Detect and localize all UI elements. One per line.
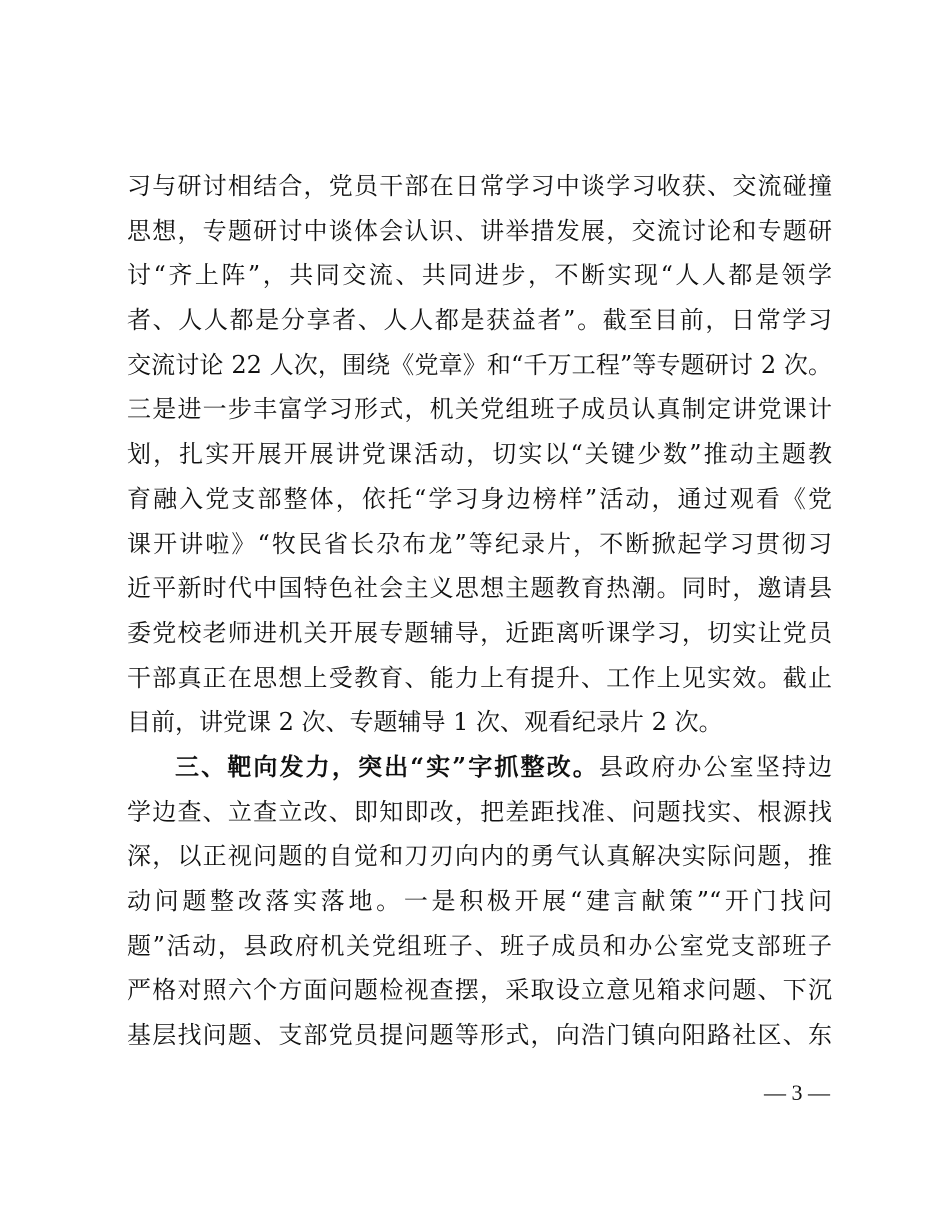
page-number: — 3 —	[764, 1080, 830, 1105]
text-line: 习与研讨相结合，党员干部在日常学习中谈学习收获、交流碰撞	[127, 172, 832, 200]
section-three-heading: 三、靶向发力，突出“实”字抓整改。	[175, 751, 599, 781]
text-line: 严格对照六个方面问题检视查摆，采取设立意见箱求问题、下沉	[127, 976, 832, 1005]
text-line: 划，扎实开展开展讲党课活动，切实以“关键少数”推动主题教	[127, 440, 832, 469]
text-line: 深，以正视问题的自觉和刀刃向内的勇气认真解决实际问题，推	[127, 842, 832, 871]
text-line: 三是进一步丰富学习形式，机关党组班子成员认真制定讲党课计	[127, 395, 832, 424]
section-three-first-line	[127, 745, 832, 790]
text-line: 干部真正在思想上受教育、能力上有提升、工作上见实效。截止	[127, 663, 832, 692]
text-line: 目前，讲党课 2 次、专题辅导 1 次、观看纪录片 2 次。	[127, 708, 723, 737]
text-line: 育融入党支部整体，依托“学习身边榜样”活动，通过观看《党	[127, 484, 832, 513]
text-line: 基层找问题、支部党员提问题等形式，向浩门镇向阳路社区、东	[127, 1021, 832, 1050]
section-three-intro: 县政府办公室坚持边	[598, 752, 833, 781]
text-line: 动问题整改落实落地。一是积极开展“建言献策”“开门找问	[127, 887, 832, 915]
text-line: 委党校老师进机关开展专题辅导，近距离听课学习，切实让党员	[127, 618, 832, 647]
text-line: 交流讨论 22 人次，围绕《党章》和“千万工程”等专题研讨 2 次。	[127, 350, 832, 379]
body-text	[127, 164, 832, 1058]
text-line: 学边查、立查立改、即知即改，把差距找准、问题找实、根源找	[127, 797, 832, 826]
text-line: 课开讲啦》“牧民省长尕布龙”等纪录片，不断掀起学习贯彻习	[127, 529, 832, 558]
text-line: 讨“齐上阵”，共同交流、共同进步，不断实现“人人都是领学	[127, 261, 832, 290]
text-line: 题”活动，县政府机关党组班子、班子成员和办公室党支部班子	[127, 931, 832, 960]
text-line: 思想，专题研讨中谈体会认识、讲举措发展，交流讨论和专题研	[127, 216, 832, 245]
text-line: 近平新时代中国特色社会主义思想主题教育热潮。同时，邀请县	[127, 574, 832, 603]
text-line: 者、人人都是分享者、人人都是获益者”。截至目前，日常学习	[127, 306, 832, 335]
